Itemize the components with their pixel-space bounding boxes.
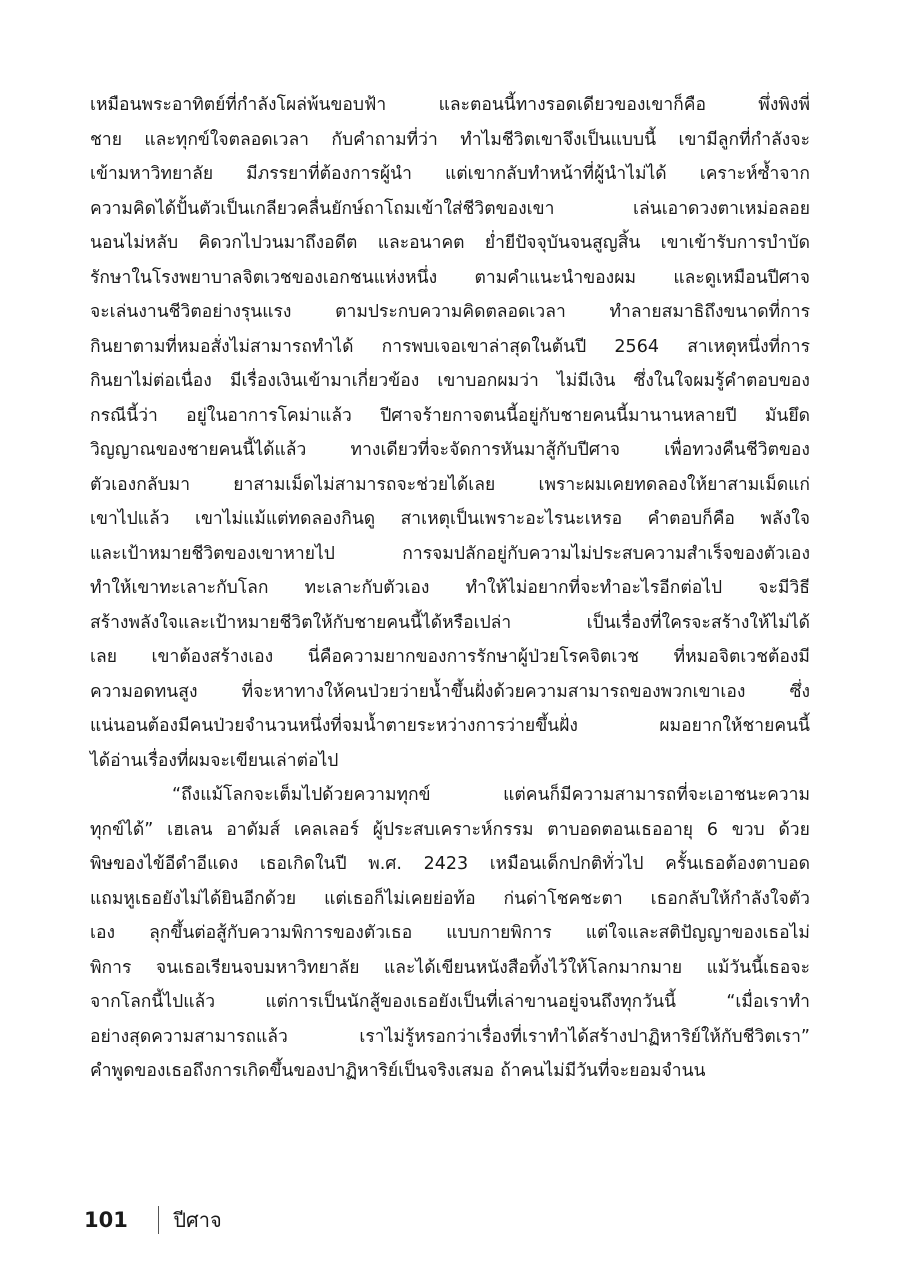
text-segment: ตัวเองกลับมา (90, 474, 191, 495)
text-segment: จนเธอเรียนจบมหาวิทยาลัย (155, 957, 360, 978)
footer-divider (158, 1206, 160, 1234)
text-segment: รักษาในโรงพยาบาลจิตเวชของเอกชนแห่งหนึ่ง (90, 267, 438, 288)
text-segment: นอนไม่หลับ (90, 233, 179, 253)
text-segment: แน่นอนต้องมีคนป่วยจำนวนหนึ่งที่จมน้ำตายระหว่างการว่ายขึ้นฝั่ง (90, 716, 578, 736)
text-segment: สาเหตุเป็นเพราะอะไรนะเหรอ (400, 509, 623, 529)
text-segment: ทำให้ไม่อยากที่จะทำอะไรอีกต่อไป (465, 578, 723, 598)
text-segment: จากโลกนี้ไปแล้ว (90, 992, 216, 1012)
text-segment: 2423 (423, 854, 469, 874)
text-segment: มันยึด (764, 405, 810, 426)
text-segment: สาเหตุหนึ่งที่การ (687, 336, 810, 357)
text-line (90, 364, 810, 399)
text-segment: เขาต้องสร้างเอง (151, 647, 274, 667)
text-line (90, 330, 810, 365)
text-segment: แต่การเป็นนักสู้ของเธอยังเป็นที่เล่าขานอยู่จนถึงทุกวันนี้ (265, 992, 677, 1012)
text-segment: มีเรื่องเงินเข้ามาเกี่ยวข้อง (230, 371, 420, 391)
text-line (90, 1054, 810, 1089)
text-line (90, 675, 810, 710)
text-segment: เพื่อทวงคืนชีวิตของ (664, 440, 810, 460)
text-segment: เพราะผมเคยทดลองให้ยาสามเม็ดแก่ (538, 474, 810, 495)
text-segment: “ถึงแม้โลกจะเต็มไปด้วยความทุกข์ (172, 785, 431, 805)
text-segment: พิษของไข้อีดำอีแดง (90, 854, 239, 874)
text-segment: ที่หมอจิตเวชต้องมี (673, 647, 810, 667)
text-segment: ที่จะหาทางให้คนป่วยว่ายน้ำขึ้นฝั่งด้วยความสามารถของพวกเขาเอง (241, 681, 746, 702)
text-line (90, 433, 810, 468)
text-segment: กับคำถามที่ว่า (331, 129, 438, 150)
text-segment: เล่นเอาดวงตาเหม่อลอย (633, 198, 810, 219)
text-line (90, 709, 810, 744)
text-segment: สร้างพลังใจและเป้าหมายชีวิตให้กับชายคนนี้ได้หรือเปล่า (90, 612, 512, 633)
text-segment: 2564 (614, 336, 659, 357)
text-segment: อย่างสุดความสามารถแล้ว (90, 1026, 288, 1047)
text-segment: แต่ใจและสติปัญญาของเธอไม่ (585, 923, 810, 943)
text-line (90, 640, 810, 675)
text-segment: แต่เธอก็ไม่เคยย่อท้อ (324, 888, 476, 909)
text-segment: วิญญาณของชายคนนี้ได้แล้ว (90, 440, 307, 460)
paragraph-first-line (90, 778, 810, 813)
text-segment: ความอดทนสูง (90, 681, 198, 702)
text-segment: เราไม่รู้หรอกว่าเรื่องที่เราทำได้สร้างปาฏิหาริย์ให้กับชีวิตเรา” (359, 1026, 810, 1047)
page-number: 101 (84, 1208, 128, 1232)
text-segment: แม้วันนี้เธอจะ (706, 957, 810, 978)
text-segment: ทำไมชีวิตเขาจึงเป็นแบบนี้ (460, 129, 657, 150)
text-line (90, 123, 810, 158)
text-segment: เธอกลับให้กำลังใจตัว (650, 888, 810, 909)
text-line (90, 88, 810, 123)
text-segment: แถมหูเธอยังไม่ได้ยินอีกด้วย (90, 888, 297, 909)
text-segment: และอนาคต (377, 233, 465, 253)
text-segment: การจมปลักอยู่กับความไม่ประสบความสำเร็จของตัวเอง (402, 543, 810, 564)
text-segment: นี่คือความยากของการรักษาผู้ป่วยโรคจิตเวช (307, 647, 640, 667)
text-segment: แต่เขากลับทำหน้าที่ผู้นำไม่ได้ (445, 164, 667, 184)
text-line (90, 261, 810, 296)
text-segment: ทุกข์ได้” (90, 819, 154, 840)
text-segment: พึ่งพิงพี่ (758, 95, 810, 115)
text-segment: ทางเดียวที่จะจัดการหันมาสู้กับปีศาจ (350, 440, 621, 460)
text-segment: และทุกข์ใจตลอดเวลา (144, 129, 309, 150)
text-line (90, 985, 810, 1020)
text-segment: เคราะห์ซ้ำจาก (699, 164, 810, 184)
text-segment: 6 (706, 819, 718, 840)
text-segment: เขาไม่แม้แต่ทดลองกินดู (194, 509, 376, 529)
text-segment: เคลเลอร์ (293, 819, 359, 840)
text-segment: เขาเข้ารับการบำบัด (660, 233, 810, 253)
text-segment: ซึ่ง (789, 681, 810, 702)
text-segment: ถ้าคนไม่มีวันที่จะยอมจำนน (500, 1061, 706, 1081)
text-line (90, 399, 810, 434)
text-line (90, 502, 810, 537)
text-line (90, 813, 810, 848)
text-segment: ก่นด่าโชคชะตา (503, 888, 623, 909)
text-segment: คำพูดของเธอถึงการเกิดขึ้นของปาฏิหาริย์เป็นจริงเสมอ (90, 1061, 495, 1081)
text-segment: พลังใจ (760, 509, 810, 529)
text-segment: ด้วย (778, 819, 810, 840)
text-segment: เขามีลูกที่กำลังจะ (678, 129, 810, 150)
text-segment: เข้ามหาวิทยาลัย (90, 164, 214, 184)
text-segment: และได้เขียนหนังสือทิ้งไว้ให้โลกมากมาย (384, 957, 683, 978)
text-segment: กรณีนี้ว่า (90, 405, 158, 426)
text-line (90, 606, 810, 641)
text-segment: แต่คนก็มีความสามารถที่จะเอาชนะความ (503, 785, 810, 805)
page-footer (84, 1200, 222, 1240)
text-segment: ไม่มีเงิน (557, 371, 616, 391)
text-segment: ตาบอดตอนเธออายุ (547, 819, 694, 840)
text-segment: คิดวกไปวนมาถึงอดีต (198, 233, 358, 253)
text-line (90, 916, 810, 951)
text-segment: และดูเหมือนปีศาจ (673, 267, 810, 288)
text-segment: ยาสามเม็ดไม่สามารถจะช่วยได้เลย (233, 474, 496, 495)
text-segment: เหมือนเด็กปกติทั่วไป (489, 854, 644, 874)
text-segment: เอง (90, 923, 116, 943)
text-line (90, 226, 810, 261)
text-segment: การพบเจอเขาล่าสุดในต้นปี (381, 336, 587, 357)
text-segment: ผมอยากให้ชายคนนี้ (659, 716, 810, 736)
text-segment: ตามประกบความคิดตลอดเวลา (335, 302, 566, 322)
text-segment: จะมีวิธี (758, 578, 810, 598)
text-segment: ทำให้เขาทะเลาะกับโลก (90, 578, 269, 598)
text-segment: ความคิดได้ปั้นตัวเป็นเกลียวคลื่นยักษ์ถาโถมเข้าใส่ชีวิตของเขา (90, 198, 555, 219)
text-segment: เขาไปแล้ว (90, 509, 170, 529)
text-segment: ผู้ประสบเคราะห์กรรม (372, 819, 534, 840)
text-segment: ซึ่งในใจผมรู้คำตอบของ (633, 371, 810, 391)
text-segment: ครั้นเธอต้องตาบอด (665, 854, 810, 874)
page-body-text (90, 88, 810, 1089)
text-segment: เฮเลน (167, 819, 213, 840)
text-segment: เหมือนพระอาทิตย์ที่กำลังโผล่พ้นขอบฟ้า (90, 95, 387, 115)
text-line (90, 951, 810, 986)
text-segment: มีภรรยาที่ต้องการผู้นำ (246, 164, 412, 184)
text-segment: และเป้าหมายชีวิตของเขาหายไป (90, 543, 335, 564)
text-line (90, 157, 810, 192)
text-segment: ตามคำแนะนำของผม (474, 267, 637, 288)
text-segment: ได้อ่านเรื่องที่ผมจะเขียนเล่าต่อไป (90, 750, 339, 771)
text-segment: จะเล่นงานชีวิตอย่างรุนแรง (90, 302, 292, 322)
text-segment: เขาบอกผมว่า (437, 371, 539, 391)
text-segment: กินยาตามที่หมอสั่งไม่สามารถทำได้ (90, 336, 354, 357)
text-segment: และตอนนี้ทางรอดเดียวของเขาก็คือ (438, 95, 706, 115)
text-segment: พิการ (90, 957, 132, 978)
text-segment: ปีศาจร้ายกาจตนนี้อยู่กับชายคนนี้มานานหลายปี (380, 405, 737, 426)
book-title: ปีศาจ (173, 1208, 222, 1232)
text-segment: ทะเลาะกับตัวเอง (304, 578, 430, 598)
text-line (90, 744, 810, 779)
text-line (90, 882, 810, 917)
text-line (90, 468, 810, 503)
text-segment: อยู่ในอาการโคม่าแล้ว (186, 405, 352, 426)
text-segment: ลุกขึ้นต่อสู้กับความพิการของตัวเธอ (149, 923, 413, 943)
text-segment: เลย (90, 647, 117, 667)
text-segment: คำตอบก็คือ (647, 509, 735, 529)
text-line (90, 537, 810, 572)
text-line (90, 295, 810, 330)
text-segment: แบบกายพิการ (446, 923, 552, 943)
text-line (90, 847, 810, 882)
text-segment: ชาย (90, 129, 122, 150)
text-segment: เป็นเรื่องที่ใครจะสร้างให้ไม่ได้ (586, 612, 810, 633)
text-segment: พ.ศ. (368, 854, 402, 874)
text-segment: ย่ำยีปัจจุบันจนสูญสิ้น (484, 233, 641, 253)
text-line (90, 571, 810, 606)
text-segment: ขวบ (731, 819, 765, 840)
text-segment: อาดัมส์ (226, 819, 281, 840)
text-segment: เธอเกิดในปี (259, 854, 347, 874)
text-line (90, 192, 810, 227)
text-line (90, 1020, 810, 1055)
text-segment: กินยาไม่ต่อเนื่อง (90, 371, 212, 391)
text-segment: ทำลายสมาธิถึงขนาดที่การ (609, 302, 810, 322)
text-segment: “เมื่อเราทำ (726, 992, 810, 1012)
